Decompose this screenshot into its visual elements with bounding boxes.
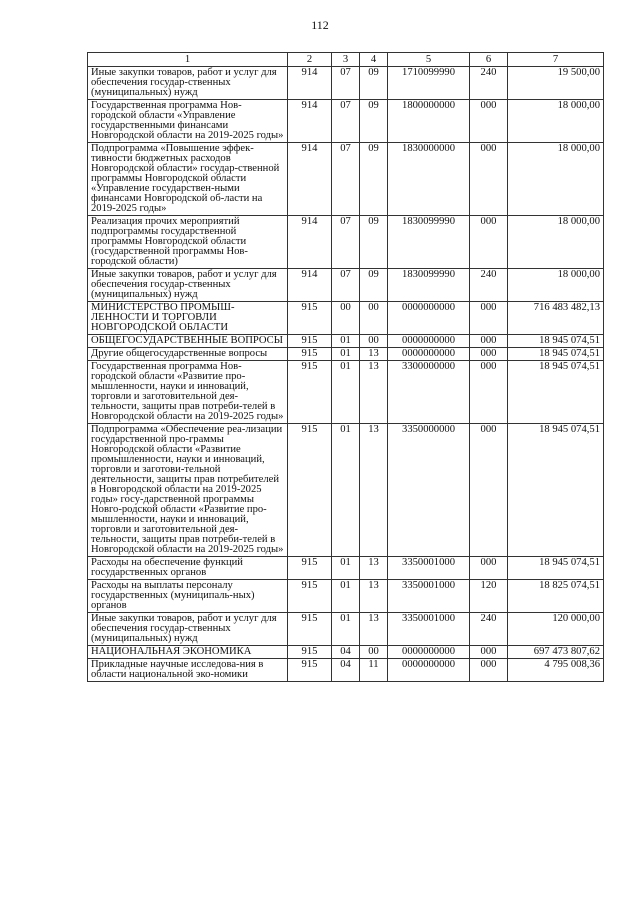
column-header: 6 [470,53,508,67]
target-article-cell: 1830000000 [388,143,470,216]
expense-type-cell: 000 [470,424,508,557]
section-code-cell: 04 [332,646,360,659]
table-row [88,613,604,646]
section-code-cell: 07 [332,100,360,143]
row-name-cell: Прикладные научные исследова-ния в области национальной эко-номики [88,659,288,682]
table-row [88,646,604,659]
subsection-code-cell: 13 [360,424,388,557]
expense-type-cell: 000 [470,100,508,143]
target-article-cell: 0000000000 [388,659,470,682]
table-row [88,143,604,216]
table-row [88,216,604,269]
expense-type-cell: 000 [470,335,508,348]
ministry-code-cell: 915 [288,646,332,659]
ministry-code-cell: 914 [288,216,332,269]
table-row [88,361,604,424]
row-name-cell: Другие общегосударственные вопросы [88,348,288,361]
row-name-cell: Расходы на обеспечение функций государственных органов [88,557,288,580]
amount-cell: 4 795 008,36 [508,659,604,682]
target-article-cell: 1830099990 [388,216,470,269]
section-code-cell: 01 [332,580,360,613]
expense-type-cell: 240 [470,269,508,302]
amount-cell: 18 945 074,51 [508,557,604,580]
target-article-cell: 3350001000 [388,580,470,613]
expense-type-cell: 240 [470,613,508,646]
target-article-cell: 1800000000 [388,100,470,143]
ministry-code-cell: 914 [288,143,332,216]
subsection-code-cell: 13 [360,361,388,424]
budget-table [87,52,604,682]
page-number: 112 [311,18,329,32]
table-row [88,348,604,361]
row-name-cell: Государственная программа Нов-городской области «Управление государственными финансами Новгородской области на 2019-2025 годы» [88,100,288,143]
row-name-cell: Расходы на выплаты персоналу государственных (муниципаль-ных) органов [88,580,288,613]
section-code-cell: 07 [332,67,360,100]
column-header: 4 [360,53,388,67]
amount-cell: 18 945 074,51 [508,424,604,557]
column-header: 2 [288,53,332,67]
expense-type-cell: 000 [470,361,508,424]
subsection-code-cell: 09 [360,216,388,269]
amount-cell: 18 945 074,51 [508,361,604,424]
row-name-cell: Подпрограмма «Обеспечение реа-лизации государственной про-граммы Новгородской области «Развитие промышленности, науки и инноваций, торговли и заготови-тельной деятельности, защиты прав потребителей в Новгородской области на 2019-2025 годы» госу-дарственной программы Новго-родской области «Развитие про-мышленности, науки и инноваций, торговли и заготовительной дея-тельности, защиты прав потреби-телей в Новгородской области на 2019-2025 годы» [88,424,288,557]
subsection-code-cell: 11 [360,659,388,682]
amount-cell: 18 945 074,51 [508,348,604,361]
subsection-code-cell: 00 [360,302,388,335]
row-name-cell: Иные закупки товаров, работ и услуг для обеспечения государ-ственных (муниципальных) нужд [88,67,288,100]
amount-cell: 18 000,00 [508,269,604,302]
row-name-cell: Подпрограмма «Повышение эффек-тивности бюджетных расходов Новгородской области» государ-ственной программы Новгородской области «Управление государствен-ными финансами Новгородской об-ласти на 2019-2025 годы» [88,143,288,216]
target-article-cell: 0000000000 [388,302,470,335]
row-name-cell: НАЦИОНАЛЬНАЯ ЭКОНОМИКА [88,646,288,659]
ministry-code-cell: 915 [288,659,332,682]
table-row [88,659,604,682]
subsection-code-cell: 09 [360,143,388,216]
section-code-cell: 00 [332,302,360,335]
table-row [88,302,604,335]
row-name-cell: Иные закупки товаров, работ и услуг для обеспечения государ-ственных (муниципальных) нужд [88,269,288,302]
ministry-code-cell: 915 [288,557,332,580]
ministry-code-cell: 915 [288,348,332,361]
ministry-code-cell: 915 [288,335,332,348]
target-article-cell: 1710099990 [388,67,470,100]
subsection-code-cell: 09 [360,269,388,302]
section-code-cell: 01 [332,557,360,580]
subsection-code-cell: 13 [360,557,388,580]
section-code-cell: 04 [332,659,360,682]
section-code-cell: 01 [332,361,360,424]
row-name-cell: ОБЩЕГОСУДАРСТВЕННЫЕ ВОПРОСЫ [88,335,288,348]
table-row [88,335,604,348]
table-row [88,557,604,580]
subsection-code-cell: 09 [360,67,388,100]
ministry-code-cell: 914 [288,67,332,100]
subsection-code-cell: 09 [360,100,388,143]
amount-cell: 120 000,00 [508,613,604,646]
column-header: 5 [388,53,470,67]
expense-type-cell: 000 [470,659,508,682]
subsection-code-cell: 00 [360,335,388,348]
ministry-code-cell: 915 [288,361,332,424]
expense-type-cell: 240 [470,67,508,100]
ministry-code-cell: 915 [288,302,332,335]
column-header: 7 [508,53,604,67]
target-article-cell: 0000000000 [388,348,470,361]
section-code-cell: 01 [332,613,360,646]
ministry-code-cell: 915 [288,424,332,557]
amount-cell: 18 825 074,51 [508,580,604,613]
amount-cell: 716 483 482,13 [508,302,604,335]
amount-cell: 19 500,00 [508,67,604,100]
section-code-cell: 07 [332,269,360,302]
amount-cell: 18 000,00 [508,216,604,269]
table-row [88,67,604,100]
row-name-cell: Иные закупки товаров, работ и услуг для обеспечения государ-ственных (муниципальных) нужд [88,613,288,646]
target-article-cell: 3350000000 [388,424,470,557]
column-header: 1 [88,53,288,67]
target-article-cell: 0000000000 [388,335,470,348]
table-row [88,100,604,143]
section-code-cell: 07 [332,216,360,269]
expense-type-cell: 120 [470,580,508,613]
table-row [88,424,604,557]
section-code-cell: 01 [332,424,360,557]
subsection-code-cell: 13 [360,613,388,646]
expense-type-cell: 000 [470,646,508,659]
target-article-cell: 3350001000 [388,557,470,580]
subsection-code-cell: 13 [360,580,388,613]
section-code-cell: 01 [332,348,360,361]
section-code-cell: 07 [332,143,360,216]
row-name-cell: Реализация прочих мероприятий подпрограммы государственной программы Новгородской области (государственной программы Нов-городской области) [88,216,288,269]
table-header-row [88,53,604,67]
table-row [88,580,604,613]
target-article-cell: 1830099990 [388,269,470,302]
ministry-code-cell: 915 [288,613,332,646]
target-article-cell: 3350001000 [388,613,470,646]
target-article-cell: 3300000000 [388,361,470,424]
expense-type-cell: 000 [470,302,508,335]
expense-type-cell: 000 [470,143,508,216]
ministry-code-cell: 915 [288,580,332,613]
row-name-cell: Государственная программа Нов-городской области «Развитие про-мышленности, науки и инноваций, торговли и заготовительной дея-тельности, защиты прав потреби-телей в Новгородской области на 2019-2025 годы» [88,361,288,424]
subsection-code-cell: 00 [360,646,388,659]
table-row [88,269,604,302]
row-name-cell: МИНИСТЕРСТВО ПРОМЫШ-ЛЕННОСТИ И ТОРГОВЛИ НОВГОРОДСКОЙ ОБЛАСТИ [88,302,288,335]
target-article-cell: 0000000000 [388,646,470,659]
expense-type-cell: 000 [470,348,508,361]
ministry-code-cell: 914 [288,269,332,302]
expense-type-cell: 000 [470,557,508,580]
amount-cell: 18 000,00 [508,143,604,216]
amount-cell: 18 000,00 [508,100,604,143]
amount-cell: 18 945 074,51 [508,335,604,348]
section-code-cell: 01 [332,335,360,348]
subsection-code-cell: 13 [360,348,388,361]
column-header: 3 [332,53,360,67]
expense-type-cell: 000 [470,216,508,269]
amount-cell: 697 473 807,62 [508,646,604,659]
ministry-code-cell: 914 [288,100,332,143]
